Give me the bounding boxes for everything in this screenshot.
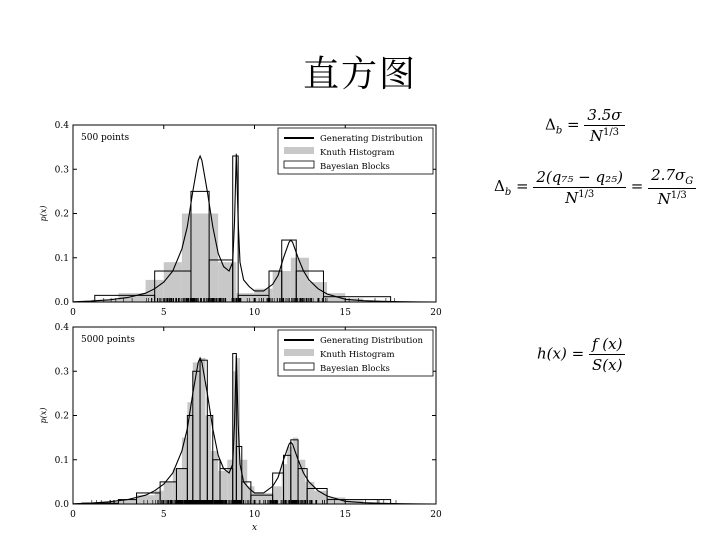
legend-label: Knuth Histogram <box>320 350 395 360</box>
x-tick-label: 5 <box>160 308 167 318</box>
x-axis-label: x <box>251 523 258 533</box>
legend-swatch-knuth <box>284 349 314 356</box>
x-tick-label: 0 <box>70 308 76 318</box>
legend-swatch-knuth <box>284 147 314 154</box>
formula-equals: = <box>571 344 585 363</box>
formula-numerator: 2(q₇₅ − q₂₅) <box>533 168 626 188</box>
legend-label: Bayesian Blocks <box>320 162 390 172</box>
formula-subscript: b <box>504 187 512 198</box>
formula-fraction <box>648 166 696 208</box>
legend-label: Bayesian Blocks <box>320 364 390 374</box>
formula-scott <box>545 106 625 145</box>
legend-label: Knuth Histogram <box>320 148 395 158</box>
formula-fraction <box>584 106 624 145</box>
sample-size-annotation: 500 points <box>81 133 130 143</box>
legend-swatch-bayesian <box>284 161 314 168</box>
x-tick-label: 20 <box>430 510 442 520</box>
formula-numerator: f (x) <box>589 335 625 355</box>
knuth-bar <box>164 262 182 302</box>
formula-exponent: 1/3 <box>670 190 687 201</box>
legend-label: Generating Distribution <box>320 134 423 144</box>
formula-fraction <box>589 335 625 374</box>
y-tick-label: 0.0 <box>54 500 69 510</box>
legend-label: Generating Distribution <box>320 336 423 346</box>
x-tick-label: 15 <box>339 510 351 520</box>
y-tick-label: 0.4 <box>54 323 69 333</box>
histogram-chart-500 <box>18 112 448 322</box>
formula-denominator: N <box>657 190 671 208</box>
histogram-chart-5000 <box>18 314 448 536</box>
knuth-bar <box>298 460 305 504</box>
formula-subscript: G <box>685 176 694 187</box>
formula-equals: = <box>516 177 529 195</box>
formula-subscript: b <box>555 125 563 137</box>
y-axis-label: p(x) <box>39 407 48 424</box>
formula-delta: Δ <box>494 177 505 195</box>
knuth-bar <box>282 464 287 504</box>
y-tick-label: 0.1 <box>54 455 69 466</box>
sample-size-annotation: 5000 points <box>81 335 135 345</box>
y-tick-label: 0.4 <box>54 121 69 131</box>
formula-denominator: N <box>565 188 579 207</box>
generating-distribution-line <box>73 356 436 504</box>
formula-hazard <box>537 335 625 374</box>
generating-distribution-line <box>73 154 436 302</box>
knuth-bar <box>193 362 200 504</box>
formula-exponent: 1/3 <box>602 127 620 138</box>
x-tick-label: 20 <box>430 308 442 318</box>
formula-denominator: S(x) <box>591 356 623 374</box>
knuth-bar <box>205 416 210 505</box>
x-tick-label: 10 <box>248 510 261 520</box>
formula-numerator: 3.5σ <box>584 106 624 126</box>
formula-equals: = <box>567 115 580 134</box>
knuth-bar <box>218 262 236 302</box>
formula-lhs: h(x) <box>537 344 567 363</box>
legend-swatch-bayesian <box>284 363 314 370</box>
x-tick-label: 0 <box>70 510 76 520</box>
y-tick-label: 0.3 <box>54 165 69 176</box>
y-tick-label: 0.0 <box>54 298 69 308</box>
y-axis-label: p(x) <box>39 205 48 222</box>
formula-numerator: 2.7σ <box>651 166 686 184</box>
knuth-bar <box>291 258 309 302</box>
x-tick-label: 10 <box>248 308 261 318</box>
formula-exponent: 1/3 <box>578 188 595 200</box>
y-tick-label: 0.2 <box>54 411 69 422</box>
x-tick-label: 5 <box>160 510 167 520</box>
knuth-bar <box>187 402 192 504</box>
y-tick-label: 0.1 <box>54 253 69 264</box>
y-tick-label: 0.3 <box>54 367 69 378</box>
knuth-bar <box>211 451 218 504</box>
formula-freedman-diaconis <box>494 166 696 208</box>
x-tick-label: 15 <box>339 308 351 318</box>
y-tick-label: 0.2 <box>54 209 69 220</box>
formula-denominator: N <box>589 127 603 145</box>
formula-fraction <box>533 168 626 207</box>
formula-equals: = <box>630 177 644 195</box>
slide-title: 直方图 <box>302 54 417 95</box>
formula-delta: Δ <box>545 115 556 134</box>
knuth-bar <box>173 469 182 504</box>
